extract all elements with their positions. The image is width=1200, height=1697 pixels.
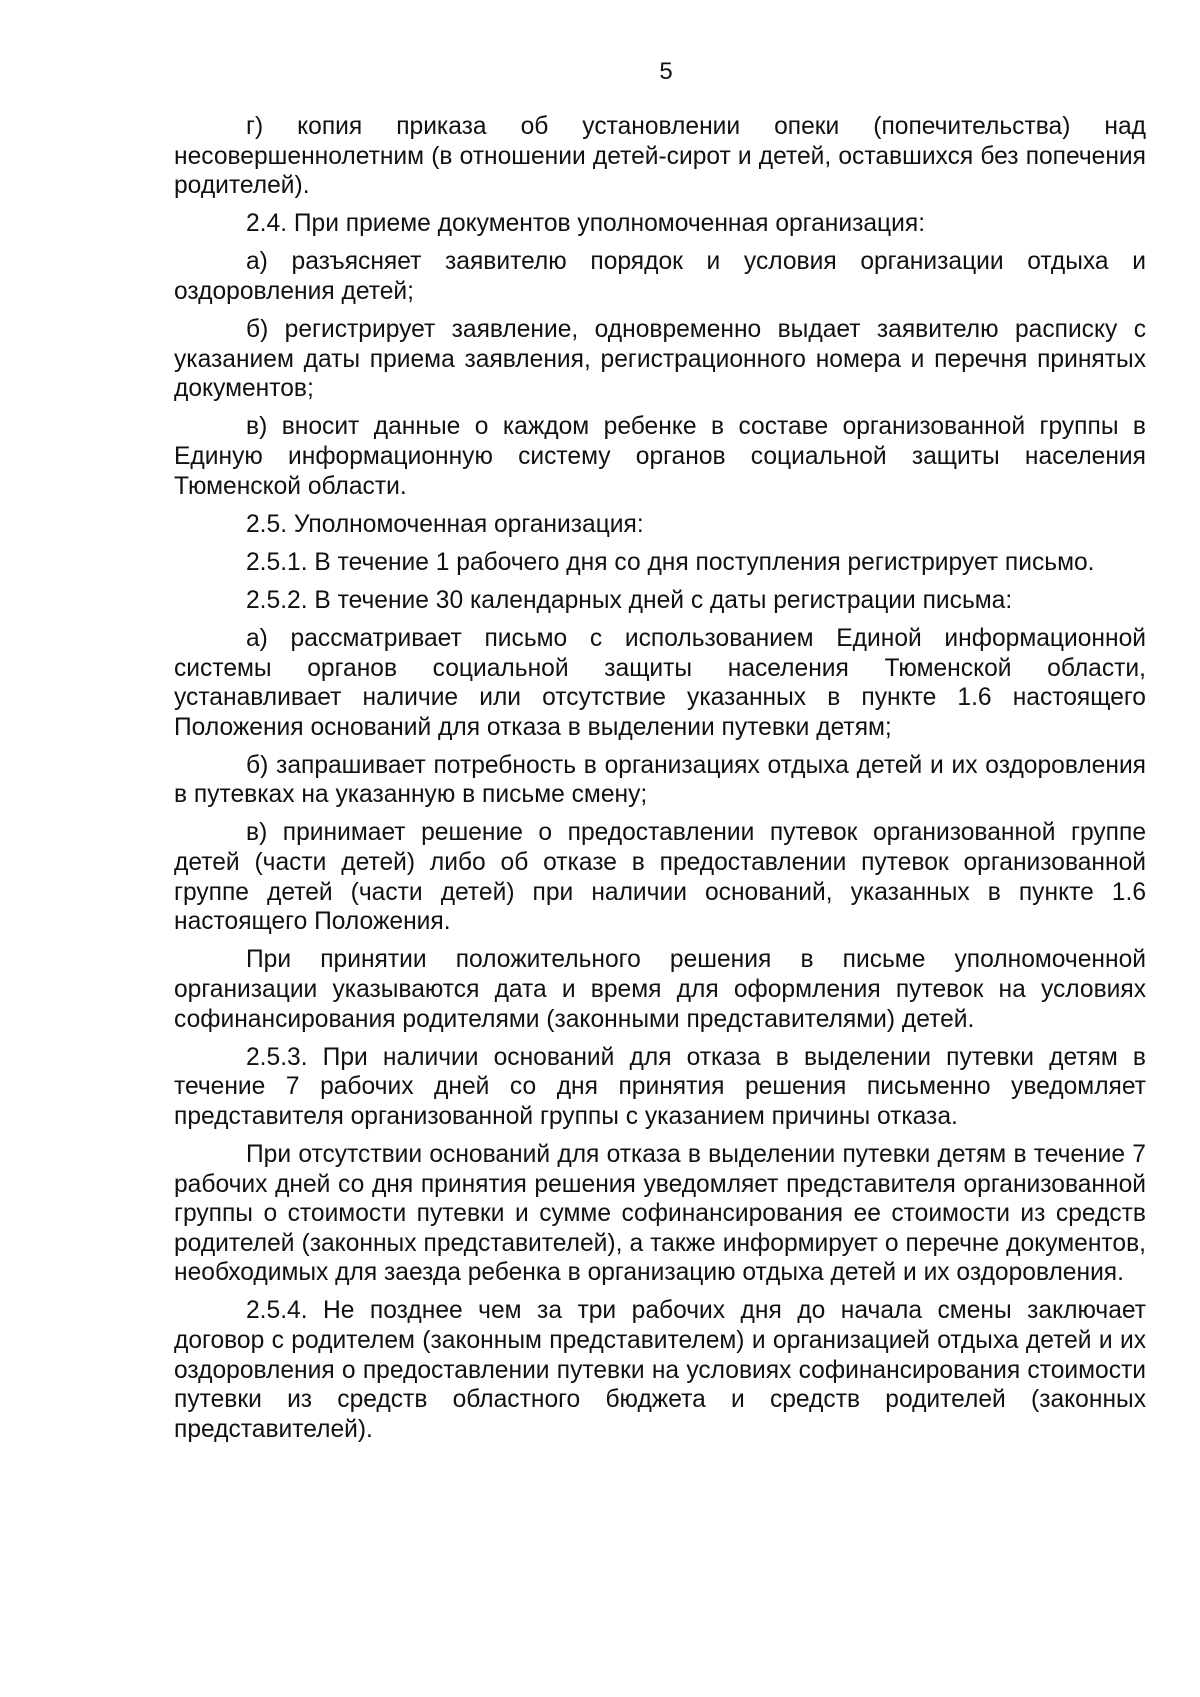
- paragraph-2-4: 2.4. При приеме документов уполномоченная организация:: [246, 210, 926, 238]
- paragraph-2-5: 2.5. Уполномоченная организация:: [246, 510, 644, 538]
- page-number: 5: [659, 58, 673, 85]
- paragraph-2-5-3: 2.5.3. При наличии оснований для отказа в выделении путевки детям в течение 7 рабочих дней со дня принятия решения письменно уведомляет представителя организованной группы с указанием причины отказа.: [174, 1043, 1146, 1130]
- paragraph-2-5-1: 2.5.1. В течение 1 рабочего дня со дня поступления регистрирует письмо.: [246, 548, 1095, 576]
- paragraph-2-4-a: а) разъясняет заявителю порядок и условия организации отдыха и оздоровления детей;: [174, 248, 1146, 305]
- paragraph-item-g: г) копия приказа об установлении опеки (попечительства) над несовершеннолетним (в отношении детей-сирот и детей, оставшихся без попечения родителей).: [174, 113, 1146, 200]
- paragraph-2-5-2-b: б) запрашивает потребность в организациях отдыха детей и их оздоровления в путевках на указанную в письме смену;: [174, 751, 1146, 809]
- paragraph-positive-decision: При принятии положительного решения в письме уполномоченной организации указываются дата и время для оформления путевок на условиях софинансирования родителями (законными представителями) детей.: [174, 946, 1146, 1033]
- paragraph-2-5-2-a: а) рассматривает письмо с использованием Единой информационной системы органов социальной защиты населения Тюменской области, устанавливает наличие или отсутствие указанных в пункте 1.6 настоящего Положения оснований для отказа в выделении путевки детям;: [174, 624, 1146, 741]
- paragraph-2-4-b: б) регистрирует заявление, одновременно выдает заявителю расписку с указанием даты приема заявления, регистрационного номера и перечня принятых документов;: [174, 316, 1146, 403]
- document-body: [174, 112, 1146, 1453]
- paragraph-2-4-v: в) вносит данные о каждом ребенке в составе организованной группы в Единую информационную систему органов социальной защиты населения Тюменской области.: [174, 413, 1146, 500]
- paragraph-no-grounds-refusal: При отсутствии оснований для отказа в выделении путевки детям в течение 7 рабочих дней со дня принятия решения уведомляет представителя организованной группы о стоимости путевки и сумме софинансирования ее стоимости из средств родителей (законных представителей), а также информирует о перечне документов, необходимых для заезда ребенка в организацию отдыха детей и их оздоровления.: [174, 1140, 1146, 1287]
- paragraph-2-5-4: 2.5.4. Не позднее чем за три рабочих дня до начала смены заключает договор с родителем (законным представителем) и организацией отдыха детей и их оздоровления о предоставлении путевки на условиях софинансирования стоимости путевки из средств областного бюджета и средств родителей (законных представителей).: [174, 1297, 1146, 1443]
- paragraph-2-5-2-v: в) принимает решение о предоставлении путевок организованной группе детей (части детей) либо об отказе в предоставлении путевок организованной группе детей (части детей) при наличии оснований, указанных в пункте 1.6 настоящего Положения.: [174, 819, 1146, 936]
- paragraph-2-5-2: 2.5.2. В течение 30 календарных дней с даты регистрации письма:: [246, 586, 1013, 614]
